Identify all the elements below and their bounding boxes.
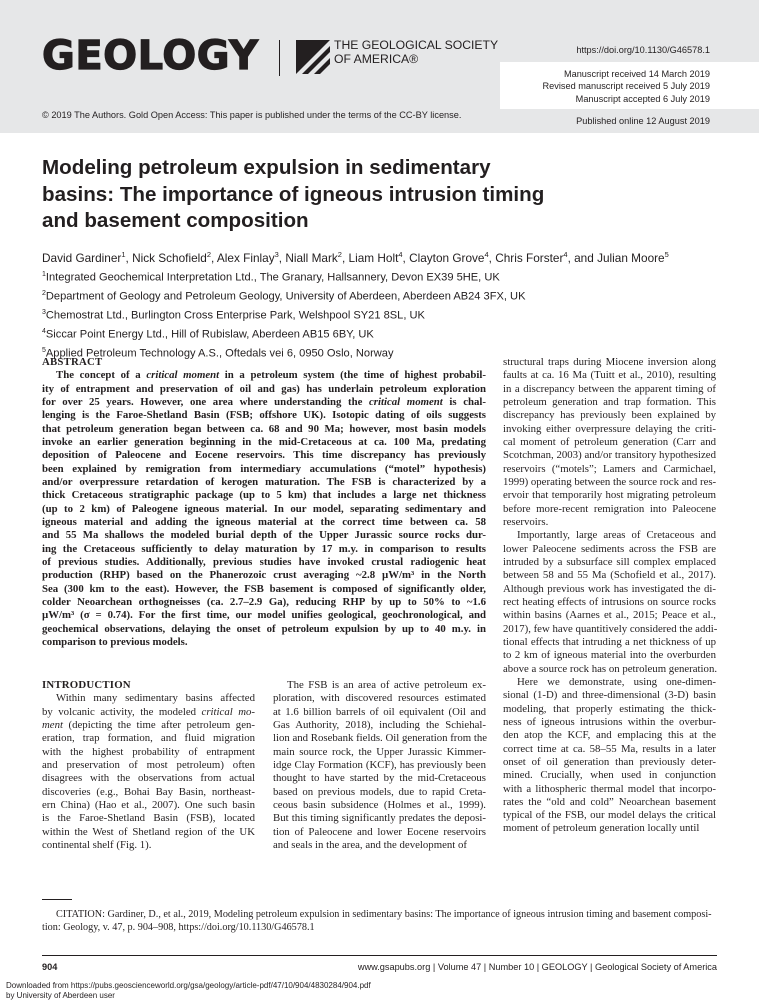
abstract-section [42,356,486,649]
author-affil-mark: 2 [337,250,342,259]
text-line: ing the Cretaceous sufficiently to delay maturation by 17 m.y. in comparison to results [42,542,486,555]
text-line: ceous basin subsidence (Holmes et al., 1999). [273,798,486,811]
author-name: Alex Finlay [216,250,275,265]
received-date: Manuscript received 14 March 2019 [563,69,710,79]
affil-text: Chemostrat Ltd., Burlington Cross Enterprise Park, Welshpool SY21 8SL, UK [45,309,425,322]
society-name[interactable] [334,39,498,66]
middle-column [273,679,486,852]
text-line: above a source rock has on petroleum generation. [503,662,718,675]
author-name: Chris Forster [495,250,564,265]
download-line: by University of Aberdeen user [6,990,115,1000]
affil-mark: 4 [42,327,46,335]
text-line: idge Clay Formation (KCF), has previously been [273,758,486,771]
author-affil-mark: 2 [206,250,211,259]
accepted-date: Manuscript accepted 6 July 2019 [575,93,710,104]
text-line: typical of the FSB, our model delays the critical [503,809,716,822]
text-line: and 55 Ma shallows the modeled burial depth of the Upper Jurassic source rocks dur- [42,529,486,542]
text-line: with the highest probability of entrapment [42,745,255,758]
introduction-body [42,692,255,852]
text-line: rect heating effects of intrusions on source rocks [503,595,716,608]
text-line: faults at ca. 16 Ma (Tuitt et al., 2010), resulting [503,369,716,382]
download-notice [6,981,371,1000]
text-line: lenging is the Faroe-Shetland Basin (FSB; offshore UK). Isotopic dating of oils suggests [42,409,486,422]
affil-mark: 5 [42,346,46,354]
published-online: Published online 12 August 2019 [576,116,710,126]
text-line: petroleum generation and trap formation. This [503,395,716,408]
right-column-body [503,356,716,836]
text-line: ment (depicting the time after petroleum gen- [42,718,255,731]
author-list: David Gardiner$^1$, Nick Schofield$^2$, Alex Finlay$^3$, Niall Mark$^2$, Liam Holt$^4$, Clayton Grove$^4$, Chris Forster$^4$, and Julian Moore$^5$ [42,250,669,265]
text-line: eration, trap formation, and fluid migration [42,732,255,745]
text-line: modeling, that properly estimating the thick- [503,702,716,715]
text-line: within the West of Shetland region of the UK [42,825,255,838]
text-line: thought to have started by the mid-Cretaceous [273,772,486,785]
text-line: been explained by remigration from intermediary accumulations (“motel” hypothesis) [42,462,486,475]
text-line: Although previous work has investigated the di- [503,582,716,595]
text-line: at 1.6 billion barrels of oil equivalent (Oil and [273,705,486,718]
text-line: correct time at ca. 58–55 Ma, results in a later [503,742,716,755]
text-line: for over 25 years. However, one area where understanding the critical moment is chal- [42,395,487,408]
citation-line: CITATION: Gardiner, D., et al., 2019, Modeling petroleum expulsion in sedimentary basins: The importance of igneous intrusion timing and basement composi- [56,909,712,920]
text-line: 1999) operating between the source rock and res- [503,475,717,488]
text-line: and/or overpressure retardation of kerogen maturation. The FSB is characterized by a [42,475,486,488]
text-line: continental shelf (Fig. 1). [42,838,152,851]
text-line: production (RHP) based on the Phanerozoic crust averaging ~2.8 µW/m³ in the North [42,569,486,582]
abstract-heading: ABSTRACT [42,356,103,368]
text-line: invoking either overpressure delaying the criti- [503,422,716,435]
text-line: rates the “old and cold” Neoarchean basement [503,795,716,808]
introduction-heading: INTRODUCTION [42,679,131,691]
text-line: that petroleum generation began between ca. 68 and 90 Ma; however, most basin models [42,422,486,435]
author-name: Julian Moore [597,250,665,265]
citation-block [42,909,717,934]
text-line: discrepancy has previously been explained by [503,409,716,422]
citation-line: tion: Geology, v. 47, p. 904–908, https://doi.org/10.1130/G46578.1 [42,921,315,933]
text-line: within basins (Aarnes et al., 2015; Peace et al., [503,609,716,622]
text-line: by volcanic activity, the modeled critical mo- [42,705,255,718]
download-line[interactable]: Downloaded from https://pubs.geoscienceworld.org/gsa/geology/article-pdf/47/10/904/4830284/904.pdf [6,981,371,990]
author-affil-mark: 5 [664,250,669,259]
text-line: Sea (300 km to the east). However, the FSB basement is composed of significantly older, [42,582,486,595]
text-line: den atop the KCF, and emplacing this at the [503,729,716,742]
text-line: thick Cretaceous stratigraphic package (up to 5 km) that includes a large net thickness [42,489,486,502]
text-line: disagrees with the observations from actual [42,772,255,785]
author-affil-mark: 4 [563,250,568,259]
gsa-logo-icon[interactable] [296,40,330,74]
middle-column-body [273,679,486,852]
text-line: Within many sedimentary basins affected [56,692,255,705]
text-line: reservoirs (“motels”; Lamers and Carmichael, [503,462,716,475]
text-line: cal moment of petroleum generation (Carr and [503,435,716,448]
text-line: igneous material and adding the igneous material at the correct time between ca. 58 [42,515,486,528]
footer-journal-info[interactable]: www.gsapubs.org | Volume 47 | Number 10 | GEOLOGY | Geological Society of America [357,962,717,972]
text-line: to 2 km of igneous material into the overburden [503,649,716,662]
text-line: ity of entrapment and preservation of oil and gas) has underlain petroleum exploration [42,382,486,395]
text-line: ploration, with discovered resources estimated [273,692,486,705]
text-line: discoveries (e.g., Bohai Bay Basin, northeast- [42,785,255,798]
text-line: Here we demonstrate, using one-dimen- [517,675,716,688]
text-line: with a lithospheric thermal model that incorpo- [503,782,716,795]
text-line: is the Faroe-Shetland Basin (FSB), located [42,812,255,825]
text-line: of previous studies. Additionally, previous studies have invoked crustal radiogenic heat [42,555,486,568]
text-line: lion and Rosebank fields. Oil generation from the [273,732,488,745]
text-line: deposition of Paleocene and Eocene reservoirs. This time discrepancy has previously [42,449,486,462]
text-line: moment of petroleum generation locally until [503,822,700,835]
text-line: sional (1-D) and three-dimensional (3-D) basin [503,689,716,702]
affil-text: Integrated Geochemical Interpretation Ltd., The Granary, Hallsannery, Devon EX39 5HE, UK [45,271,500,284]
author-name: Nick Schofield [132,250,207,265]
affil-text: Siccar Point Energy Ltd., Hill of Rubislaw, Aberdeen AB15 6BY, UK [45,328,374,341]
text-line: ervoir that temporarily host migrating petroleum [503,489,716,502]
text-line: intruded by a subsurface sill complex emplaced [503,555,716,568]
citation-rule [42,899,72,900]
author-affil-mark: 4 [484,250,489,259]
text-line: mined. Crucially, when used in conjunction [503,769,716,782]
author-affil-mark: 3 [274,250,279,259]
author-name: Niall Mark [285,250,338,265]
text-line: But this timing significantly predates the deposi- [273,812,486,825]
journal-logo[interactable]: GEOLOGY [42,33,259,79]
author-affil-mark: 4 [398,250,403,259]
society-line-2: OF AMERICA® [334,51,419,66]
text-line: ness of igneous intrusions within the overbur- [503,715,716,728]
affil-mark: 3 [42,308,46,316]
text-line: comparison to previous models. [42,635,188,648]
author-name: Clayton Grove [409,250,485,265]
text-line: Importantly, large areas of Cretaceous and [517,529,716,542]
title-line: basins: The importance of igneous intrusion timing [42,182,545,206]
text-line: invoke an earlier generation beginning in the mid-Cretaceous at ca. 100 Ma, predating [42,435,486,448]
text-line: and preservation of most petroleum) often [42,758,255,771]
logo-divider [279,40,280,76]
text-line: geochemical observations, delaying the onset of petroleum expulsion by up to 40 m.y. in [42,622,486,635]
doi-link[interactable]: https://doi.org/10.1130/G46578.1 [576,45,710,55]
text-line: lower Paleocene sediments across the FSB are [503,542,716,555]
title-line: Modeling petroleum expulsion in sedimentary [42,156,491,179]
page-number: 904 [42,962,58,972]
text-line: based on previous models, due to rapid Creta- [273,785,486,798]
manuscript-dates [542,68,710,105]
affiliation [42,286,525,305]
article-title [42,155,642,235]
text-line: reservoirs. [503,515,549,528]
affiliation-list [42,267,525,362]
text-line: 2017), few have quantitively considered the addi- [503,622,718,635]
text-line: colder Neoarchean orthogneisses (ca. 2.7–2.9 Ga), reducing RHP by up to 50% to ~1.6 [42,595,486,608]
text-line: µW/m³ (σ = 0.74). For the first time, our model unifies geological, geochronological, and [42,609,486,622]
text-line: onset of oil generation than previously deter- [503,755,716,768]
affil-mark: 1 [42,271,46,278]
text-line: between 58 and 55 Ma (Schofield et al., 2017). [503,569,716,582]
society-line-1: THE GEOLOGICAL SOCIETY [334,38,499,52]
revised-date: Revised manuscript received 5 July 2019 [542,81,710,92]
author-affil-mark: 1 [121,250,126,259]
text-line: tion of Paleocene and lower Eocene reservoirs [273,825,486,838]
text-line: The concept of a critical moment in a petroleum system (the time of highest probabil- [56,369,486,382]
text-line: Scotchman, 2003) and/or transitory hypothesized [503,449,716,462]
footer-rule [42,955,717,956]
text-line: The FSB is an area of active petroleum ex- [287,679,486,691]
title-line: and basement composition [42,209,309,232]
text-line: Gas Authority, 2018), including the Schiehal- [273,718,486,731]
author-name: David Gardiner [42,250,122,265]
affiliation [42,305,525,324]
license-notice: © 2019 The Authors. Gold Open Access: This paper is published under the terms of the CC-BY license. [42,110,462,120]
author-name: Liam Holt [348,250,399,265]
introduction-section [42,679,255,852]
affiliation [42,324,525,343]
affil-mark: 2 [42,289,46,297]
affil-text: Applied Petroleum Technology A.S., Oftedals vei 6, 0950 Oslo, Norway [45,347,394,360]
text-line: (up to 2 km) of Paleogene igneous material. In our model, separating sedimentary and [42,502,486,515]
affiliation [42,267,525,286]
text-line: ern China) (Hao et al., 2007). One such basin [42,798,255,811]
text-line: and seals in the area, and the development of [273,838,467,851]
text-line: before more-recent remigration into Paleocene [503,502,716,515]
right-column [503,356,716,836]
abstract-body [42,369,486,649]
affil-text: Department of Geology and Petroleum Geology, University of Aberdeen, Aberdeen AB24 3FX, UK [45,290,526,303]
text-line: main source rock, the Upper Jurassic Kimmer- [273,745,486,758]
text-line: in a discrepancy between the apparent timing of [503,382,716,395]
text-line: structural traps during Miocene inversion along [503,356,716,368]
text-line: tional effects that intruding a net thickness of up [503,635,716,648]
